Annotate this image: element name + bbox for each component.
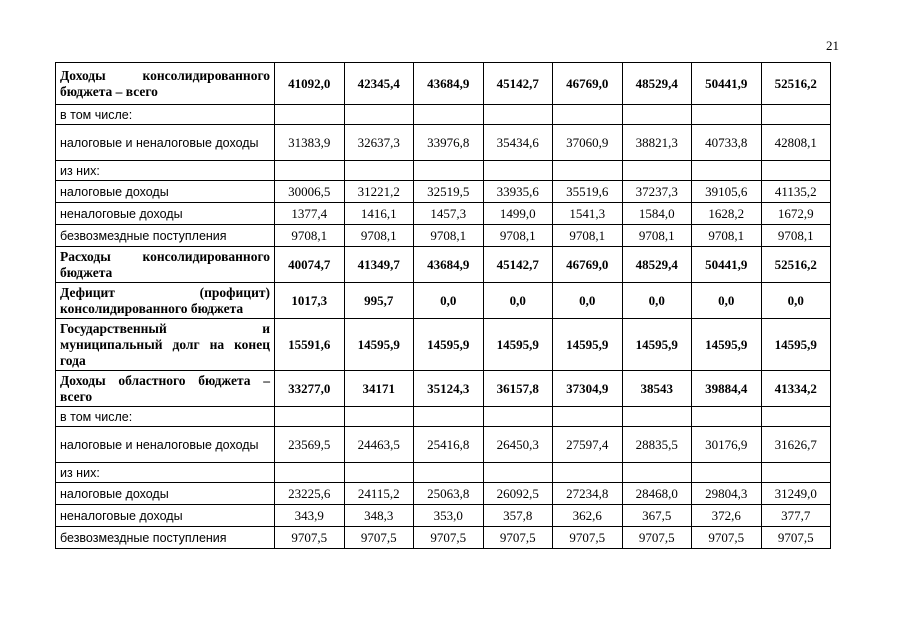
value-cell: 0,0 (761, 283, 831, 319)
value-cell (414, 463, 484, 483)
value-cell: 38543 (622, 371, 692, 407)
row-label: неналоговые доходы (56, 505, 275, 527)
value-cell: 9707,5 (761, 527, 831, 549)
table-row (56, 319, 831, 371)
row-label: налоговые и неналоговые доходы (56, 125, 275, 161)
table-row (56, 181, 831, 203)
value-cell: 14595,9 (622, 319, 692, 371)
value-cell (414, 105, 484, 125)
value-cell (275, 407, 345, 427)
table-row (56, 505, 831, 527)
row-label: безвозмездные поступления (56, 225, 275, 247)
value-cell: 9707,5 (622, 527, 692, 549)
value-cell (275, 463, 345, 483)
table-row (56, 371, 831, 407)
value-cell: 45142,7 (483, 247, 553, 283)
value-cell: 40074,7 (275, 247, 345, 283)
value-cell: 23225,6 (275, 483, 345, 505)
value-cell (344, 463, 414, 483)
value-cell: 42808,1 (761, 125, 831, 161)
value-cell: 1541,3 (553, 203, 623, 225)
row-label: Государственный и муниципальный долг на конец года (56, 319, 275, 371)
value-cell: 367,5 (622, 505, 692, 527)
value-cell: 50441,9 (692, 63, 762, 105)
value-cell: 30176,9 (692, 427, 762, 463)
row-label: в том числе: (56, 105, 275, 125)
row-label: налоговые доходы (56, 483, 275, 505)
value-cell (692, 161, 762, 181)
value-cell: 23569,5 (275, 427, 345, 463)
value-cell: 39105,6 (692, 181, 762, 203)
value-cell: 28468,0 (622, 483, 692, 505)
value-cell: 31383,9 (275, 125, 345, 161)
value-cell: 48529,4 (622, 247, 692, 283)
value-cell: 9708,1 (761, 225, 831, 247)
value-cell: 0,0 (692, 283, 762, 319)
value-cell (483, 105, 553, 125)
value-cell: 14595,9 (553, 319, 623, 371)
value-cell: 9708,1 (414, 225, 484, 247)
value-cell (344, 161, 414, 181)
value-cell (483, 161, 553, 181)
value-cell (553, 105, 623, 125)
value-cell: 40733,8 (692, 125, 762, 161)
value-cell: 37304,9 (553, 371, 623, 407)
value-cell: 41349,7 (344, 247, 414, 283)
value-cell: 14595,9 (761, 319, 831, 371)
budget-table-body (56, 63, 831, 549)
value-cell: 995,7 (344, 283, 414, 319)
table-row (56, 247, 831, 283)
value-cell: 39884,4 (692, 371, 762, 407)
value-cell: 9707,5 (483, 527, 553, 549)
value-cell (344, 407, 414, 427)
value-cell: 14595,9 (414, 319, 484, 371)
value-cell: 46769,0 (553, 247, 623, 283)
row-label: неналоговые доходы (56, 203, 275, 225)
value-cell: 9708,1 (692, 225, 762, 247)
value-cell: 46769,0 (553, 63, 623, 105)
value-cell: 41092,0 (275, 63, 345, 105)
value-cell: 43684,9 (414, 63, 484, 105)
value-cell (761, 407, 831, 427)
value-cell (622, 105, 692, 125)
table-row (56, 427, 831, 463)
value-cell: 24115,2 (344, 483, 414, 505)
value-cell: 41334,2 (761, 371, 831, 407)
value-cell: 41135,2 (761, 181, 831, 203)
row-label: из них: (56, 161, 275, 181)
value-cell: 15591,6 (275, 319, 345, 371)
value-cell: 14595,9 (692, 319, 762, 371)
value-cell: 9707,5 (553, 527, 623, 549)
value-cell: 42345,4 (344, 63, 414, 105)
value-cell: 32637,3 (344, 125, 414, 161)
value-cell: 9708,1 (275, 225, 345, 247)
value-cell (692, 463, 762, 483)
value-cell: 37060,9 (553, 125, 623, 161)
value-cell: 377,7 (761, 505, 831, 527)
value-cell: 31249,0 (761, 483, 831, 505)
value-cell: 27234,8 (553, 483, 623, 505)
value-cell (761, 161, 831, 181)
value-cell: 9707,5 (414, 527, 484, 549)
value-cell: 9708,1 (483, 225, 553, 247)
value-cell: 31626,7 (761, 427, 831, 463)
value-cell: 1499,0 (483, 203, 553, 225)
value-cell: 52516,2 (761, 63, 831, 105)
value-cell: 343,9 (275, 505, 345, 527)
value-cell: 35519,6 (553, 181, 623, 203)
value-cell: 9707,5 (692, 527, 762, 549)
value-cell: 14595,9 (483, 319, 553, 371)
value-cell: 0,0 (483, 283, 553, 319)
value-cell: 38821,3 (622, 125, 692, 161)
value-cell (692, 105, 762, 125)
value-cell: 9707,5 (344, 527, 414, 549)
value-cell: 35124,3 (414, 371, 484, 407)
value-cell: 33935,6 (483, 181, 553, 203)
value-cell: 1017,3 (275, 283, 345, 319)
value-cell: 9708,1 (553, 225, 623, 247)
row-label: Расходы консолидированного бюджета (56, 247, 275, 283)
table-row (56, 225, 831, 247)
table-row (56, 407, 831, 427)
value-cell: 45142,7 (483, 63, 553, 105)
table-row (56, 105, 831, 125)
value-cell: 1628,2 (692, 203, 762, 225)
table-row (56, 527, 831, 549)
value-cell (761, 463, 831, 483)
value-cell: 25063,8 (414, 483, 484, 505)
value-cell (761, 105, 831, 125)
value-cell: 357,8 (483, 505, 553, 527)
value-cell (275, 105, 345, 125)
value-cell: 43684,9 (414, 247, 484, 283)
value-cell: 48529,4 (622, 63, 692, 105)
value-cell: 32519,5 (414, 181, 484, 203)
table-row (56, 483, 831, 505)
value-cell: 9708,1 (344, 225, 414, 247)
page-number: 21 (826, 38, 839, 53)
row-label: налоговые доходы (56, 181, 275, 203)
value-cell: 33976,8 (414, 125, 484, 161)
value-cell (553, 463, 623, 483)
row-label: Дефицит (профицит) консолидированного бюджета (56, 283, 275, 319)
row-label: из них: (56, 463, 275, 483)
row-label: Доходы областного бюджета – всего (56, 371, 275, 407)
value-cell: 362,6 (553, 505, 623, 527)
value-cell: 1584,0 (622, 203, 692, 225)
value-cell (275, 161, 345, 181)
value-cell: 1457,3 (414, 203, 484, 225)
value-cell: 9708,1 (622, 225, 692, 247)
value-cell: 36157,8 (483, 371, 553, 407)
value-cell (622, 161, 692, 181)
value-cell: 1672,9 (761, 203, 831, 225)
row-label: в том числе: (56, 407, 275, 427)
value-cell: 34171 (344, 371, 414, 407)
value-cell: 31221,2 (344, 181, 414, 203)
value-cell: 14595,9 (344, 319, 414, 371)
value-cell (692, 407, 762, 427)
table-row (56, 283, 831, 319)
table-row (56, 203, 831, 225)
table-row (56, 463, 831, 483)
value-cell: 30006,5 (275, 181, 345, 203)
value-cell: 50441,9 (692, 247, 762, 283)
value-cell: 353,0 (414, 505, 484, 527)
value-cell: 348,3 (344, 505, 414, 527)
value-cell: 29804,3 (692, 483, 762, 505)
value-cell: 52516,2 (761, 247, 831, 283)
value-cell: 1416,1 (344, 203, 414, 225)
value-cell: 0,0 (414, 283, 484, 319)
table-row (56, 63, 831, 105)
budget-table (55, 62, 831, 549)
value-cell: 28835,5 (622, 427, 692, 463)
row-label: налоговые и неналоговые доходы (56, 427, 275, 463)
value-cell (344, 105, 414, 125)
value-cell: 37237,3 (622, 181, 692, 203)
value-cell (414, 407, 484, 427)
value-cell: 0,0 (622, 283, 692, 319)
row-label: безвозмездные поступления (56, 527, 275, 549)
value-cell: 24463,5 (344, 427, 414, 463)
value-cell: 1377,4 (275, 203, 345, 225)
value-cell: 27597,4 (553, 427, 623, 463)
value-cell: 9707,5 (275, 527, 345, 549)
value-cell: 26092,5 (483, 483, 553, 505)
value-cell (622, 463, 692, 483)
value-cell (483, 463, 553, 483)
value-cell: 25416,8 (414, 427, 484, 463)
table-row (56, 161, 831, 181)
value-cell (553, 407, 623, 427)
table-row (56, 125, 831, 161)
value-cell: 372,6 (692, 505, 762, 527)
value-cell: 35434,6 (483, 125, 553, 161)
value-cell (622, 407, 692, 427)
value-cell (483, 407, 553, 427)
value-cell (553, 161, 623, 181)
value-cell: 0,0 (553, 283, 623, 319)
value-cell (414, 161, 484, 181)
value-cell: 26450,3 (483, 427, 553, 463)
value-cell: 33277,0 (275, 371, 345, 407)
row-label: Доходы консолидированного бюджета – всего (56, 63, 275, 105)
